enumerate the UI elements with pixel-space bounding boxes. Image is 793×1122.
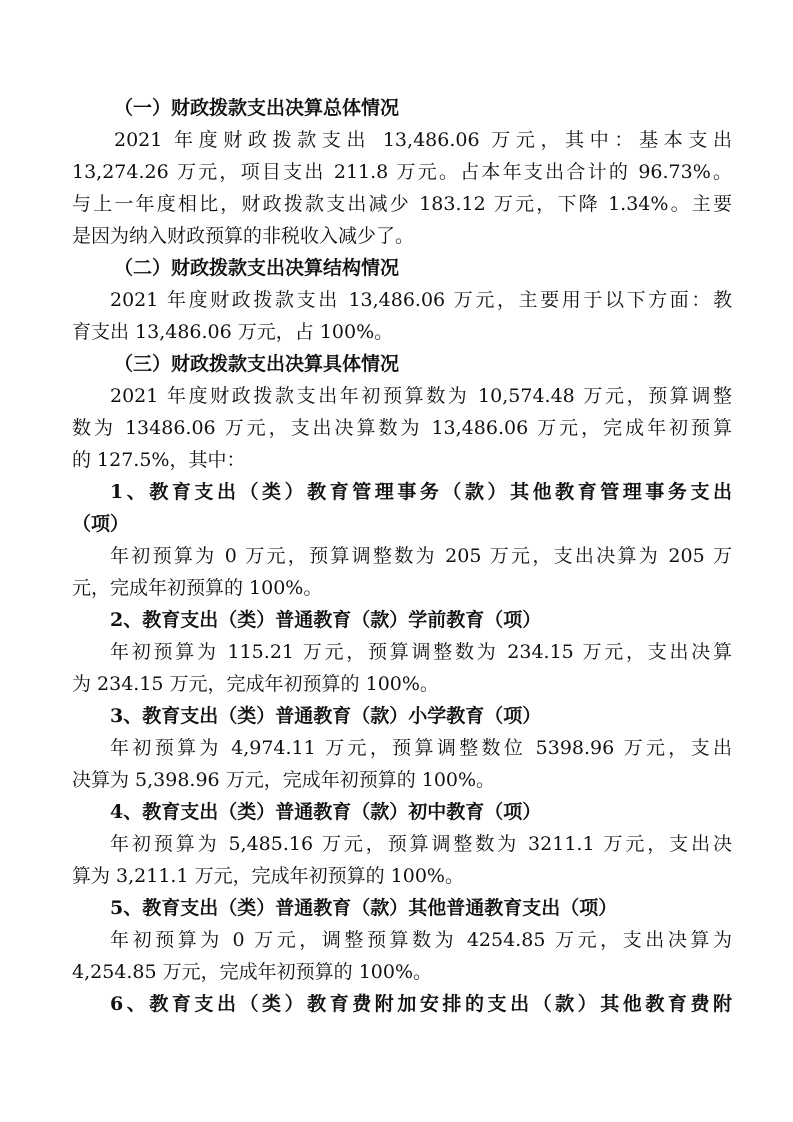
section-heading-2: （二）财政拨款支出决算结构情况 xyxy=(114,257,400,279)
paragraph-line: 2021 年度财政拨款支出年初预算数为 10,574.48 万元，预算调整 xyxy=(110,385,732,407)
paragraph-line: 的 127.5%，其中： xyxy=(72,449,246,471)
item-heading-1-cont: （项） xyxy=(72,513,130,535)
item-heading-4: 4、教育支出（类）普通教育（款）初中教育（项） xyxy=(110,801,542,823)
item-heading-6: 6、教育支出（类）教育费附加安排的支出（款）其他教育费附 xyxy=(110,993,732,1015)
paragraph-line: 为 234.15 万元，完成年初预算的 100%。 xyxy=(72,673,439,695)
paragraph-line: 年初预算为 0 万元，预算调整数为 205 万元，支出决算为 205 万 xyxy=(110,545,732,567)
paragraph-line: 年初预算为 0 万元，调整预算数为 4254.85 万元，支出决算为 xyxy=(110,929,732,951)
paragraph-line: 年初预算为 4,974.11 万元，预算调整数位 5398.96 万元，支出 xyxy=(110,737,732,759)
paragraph-line: 育支出 13,486.06 万元，占 100%。 xyxy=(72,321,394,343)
paragraph-line: 2021 年度财政拨款支出 13,486.06 万元，其中：基本支出 xyxy=(114,129,732,151)
section-heading-3: （三）财政拨款支出决算具体情况 xyxy=(114,353,400,375)
paragraph-line: 是因为纳入财政预算的非税收入减少了。 xyxy=(72,225,415,247)
item-heading-5: 5、教育支出（类）普通教育（款）其他普通教育支出（项） xyxy=(110,897,618,919)
paragraph-line: 元，完成年初预算的 100%。 xyxy=(72,577,323,599)
paragraph-line: 年初预算为 115.21 万元，预算调整数为 234.15 万元，支出决算 xyxy=(110,641,732,663)
document-page xyxy=(72,92,732,1020)
section-heading-1: （一）财政拨款支出决算总体情况 xyxy=(114,97,400,119)
paragraph-line: 算为 3,211.1 万元，完成年初预算的 100%。 xyxy=(72,865,464,887)
paragraph-line: 2021 年度财政拨款支出 13,486.06 万元，主要用于以下方面：教 xyxy=(110,289,732,311)
item-heading-2: 2、教育支出（类）普通教育（款）学前教育（项） xyxy=(110,609,542,631)
paragraph-line: 决算为 5,398.96 万元，完成年初预算的 100%。 xyxy=(72,769,496,791)
paragraph-line: 数为 13486.06 万元，支出决算数为 13,486.06 万元，完成年初预算 xyxy=(72,417,732,439)
paragraph-line: 年初预算为 5,485.16 万元，预算调整数为 3211.1 万元，支出决 xyxy=(110,833,732,855)
item-heading-3: 3、教育支出（类）普通教育（款）小学教育（项） xyxy=(110,705,542,727)
paragraph-line: 4,254.85 万元，完成年初预算的 100%。 xyxy=(72,961,433,983)
item-heading-1: 1、教育支出（类）教育管理事务（款）其他教育管理事务支出 xyxy=(110,481,732,503)
paragraph-line: 13,274.26 万元，项目支出 211.8 万元。占本年支出合计的 96.73%。 xyxy=(72,161,732,183)
paragraph-line: 与上一年度相比，财政拨款支出减少 183.12 万元，下降 1.34%。主要 xyxy=(72,193,732,215)
